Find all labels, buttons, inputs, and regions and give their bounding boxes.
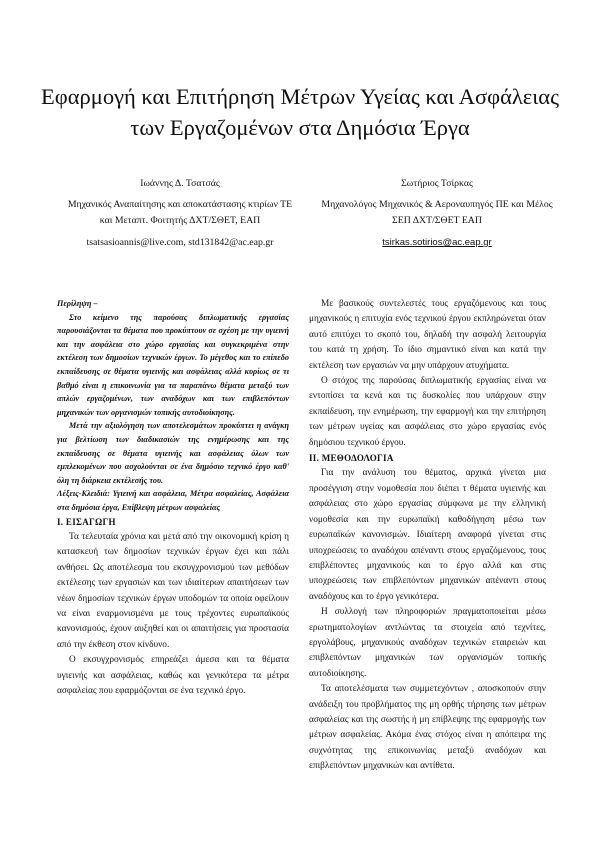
section-heading-introduction: I. ΕΙΣΑΓΩΓΗ: [57, 516, 116, 527]
body-paragraph: Τα αποτελέσματα των συμμετεχόντων , αποσκοπούν στην ανάδειξη του προβλήματος της μη ορθής τήρησης των μέτρων ασφαλείας και της σωστής ή μη επίβλεψης της εφαρμογής των μέτρων ασφαλείας. Ακόμα ένας στόχος είναι η απόπειρα της συχνότητας της επικοινωνίας μεταξύ αναδόχων και επιβλεπόντων μηχανικών και αντίθετα.: [309, 684, 546, 772]
abstract-paragraph: Μετά την αξιολόγηση των αποτελεσμάτων προκύπτει η ανάγκη για βελτίωση των διαδικασιών της ενημέρωσης και της εκπαίδευσης σε θέματα υγιεινής και ασφάλειας όλων των εμπλεκομένων που ασχολούνται σε ένα δημόσιο τεχνικό έργο καθ' όλη τη διάρκεια εκτέλεσής του.: [57, 421, 289, 485]
body-paragraph: Ο εκσυγχρονισμός επηρεάζει άμεσα και τα θέματα υγιεινής και ασφάλειας, καθώς και γενικότερα τα μέτρα ασφαλείας που εφαρμόζονται σε ένα τεχνικό έργο.: [57, 655, 289, 696]
body-paragraph: Με βασικούς συντελεστές τους εργαζόμενους και τους μηχανικούς η επιτυχία ενός τεχνικού έργου εκπληρώνεται όταν αυτό επιτύχει το σκοπό του, δηλαδή την ασφαλή λειτουργία του κατά τη χρήση. Το ίδιο σημαντικό είναι και κατά την εκτέλεση των εργασιών να μην υπάρχουν ατυχήματα.: [309, 299, 546, 371]
keywords: Λέξεις-Κλειδιά: Υγιεινή και ασφάλεια, Μέτρα ασφαλείας, Ασφάλεια στα δημόσια έργα, Επίβλεψη μέτρων ασφαλείας: [57, 489, 289, 512]
author-affiliation: Μηχανικός Αναπαίτησης και αποκατάστασης κτιρίων ΤΕ και Μεταπτ. Φοιτητής ΔΧΤ/ΣΘΕΤ, ΕΑΠ: [67, 199, 293, 226]
author-block-1: [65, 176, 295, 251]
author-block-2: [312, 176, 562, 251]
body-paragraph: Η συλλογή των πληροφοριών πραγματοποιείται μέσω ερωτηματολογίων αντλώντας τα στοιχεία από τεχνίτες, εργολάβους, μηχανικούς αναδόχων τεχνικών εταιρειών και επιβλεπόντων μηχανικών των οργανισμών τοπικής αυτοδιοίκησης.: [309, 607, 546, 679]
author-affiliation: Μηχανολόγος Μηχανικός & Αεροναυπηγός ΠΕ και Μέλος ΣΕΠ ΔΧΤ/ΣΘΕΤ ΕΑΠ: [321, 199, 553, 226]
section-heading-methodology: II. ΜΕΘΟΔΟΛΟΓΙΑ: [309, 453, 394, 464]
abstract-label: Περίληψη –: [57, 299, 98, 308]
abstract: [57, 297, 289, 487]
author-name: Σωτήριος Τσίρκας: [401, 178, 473, 189]
author-email-link[interactable]: tsirkas.sotirios@ac.eap.gr: [382, 237, 492, 248]
paper-title: Εφαρμογή και Επιτήρηση Μέτρων Υγείας και Ασφάλειας των Εργαζομένων στα Δημόσια Έργα: [41, 84, 559, 141]
abstract-paragraph: Στο κείμενο της παρούσας διπλωματικής εργασίας παρουσιάζονται τα θέματα που προκύπτουν σε σχέση με την υγιεινή και την ασφάλεια στο χώρο εργασίας και συγκεκριμένα στην εκτέλεση των δημοσίων τεχνικών έργων. Το μέγεθος και το επίπεδο εκπαίδευσης σε θέματα υγιεινής και ασφάλειας αλλά κυρίως σε τι βαθμό είναι η επικοινωνία για τα παραπάνω θέματα μεταξύ των απλών εργαζομένων, των αναδόχων και των επιβλεπόντων μηχανικών των οργανισμών τοπικής αυτοδιοίκησης.: [57, 312, 289, 417]
right-column: [309, 297, 546, 775]
body-paragraph: Για την ανάλυση του θέματος, αρχικά γίνεται μια προσέγγιση στην νομοθεσία που διέπει τ θέματα υγιεινής και ασφάλειας στο χώρο εργασίας σύμφωνα με την ελληνική νομοθεσία και την ευρωπαϊκή καθοδήγηση μέσω των ευρωπαϊκών κανονισμών. Ιδιαίτερη αναφορά γίνεται στις υποχρεώσεις το αναδόχου απέναντι στους εργαζόμενους, τους επιβλέποντες μηχανικούς και το έργο αλλά και στις υποχρεώσεις των επιβλεπόντων μηχανικών απέναντι στους αναδόχους και το έργο γενικότερα.: [309, 468, 546, 602]
author-email: tsatsasioannis@live.com, std131842@ac.eap.gr: [86, 237, 274, 248]
left-column: [57, 297, 289, 699]
body-paragraph: Τα τελευταία χρόνια και μετά από την οικονομική κρίση η κατασκευή των δημοσίων τεχνικών έργων έχει και πάλι ανθήσει. Ως αποτέλεσμα του εκσυγχρονισμού των μεθόδων εκτέλεσης των εργασιών και των ιδιαίτερων απαιτήσεων των νέων δημοσίων τεχνικών έργων υποδομών τα οποία οφείλουν να είναι εναρμονισμένα με τους τρέχοντες ευρωπαϊκούς κανονισμούς, έχουν αυξηθεί και οι απαιτήσεις για προστασία από την έκθεση στον κίνδυνο.: [57, 531, 289, 650]
body-paragraph: Ο στόχος της παρούσας διπλωματικής εργασίας είναι να εντοπίσει τα κενά και τις δυσκολίες που υπάρχουν στην εκπαίδευση, την ενημέρωση, την εφαρμογή και την επιτήρηση των μέτρων υγείας και ασφάλειας στο χώρο εργασίας ενός δημόσιου τεχνικού έργου.: [309, 376, 546, 448]
author-name: Ιωάννης Δ. Τσατσάς: [140, 178, 220, 189]
